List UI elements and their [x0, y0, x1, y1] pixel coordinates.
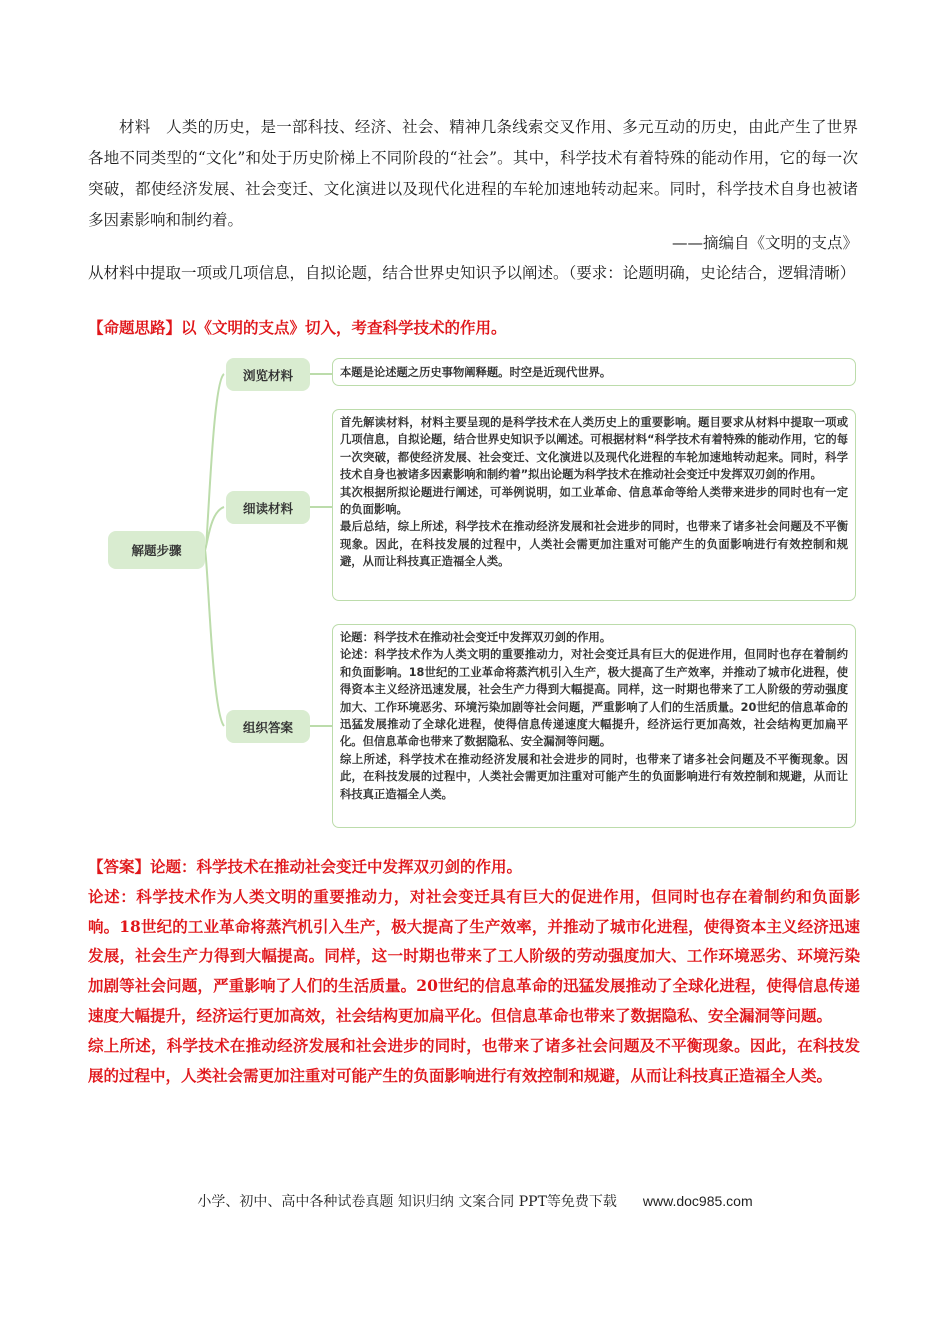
material-source: ——摘编自《文明的支点》	[671, 234, 858, 252]
footer-site-link[interactable]: www.doc985.com	[642, 1193, 753, 1209]
branch-organize-label: 组织答案	[226, 710, 310, 743]
material-block	[88, 112, 858, 236]
footer-text: 小学、初中、高中各种试卷真题 知识归纳 文案合同 PPT等免费下载	[197, 1194, 617, 1210]
mindmap-root: 解题步骤	[108, 531, 205, 569]
page-footer	[0, 1191, 950, 1211]
branch-organize-content: 论题：科学技术在推动社会变迁中发挥双刃剑的作用。 论述：科学技术作为人类文明的重要推动力，对社会变迁具有巨大的促进作用，但同时也存在着制约和负面影响。18世纪的工业革命将蒸汽机引入生产，极大提高了生产效率，并推动了城市化进程，使得资本主义经济迅速发展，社会生产力得到大幅提高。同样，这一时期也带来了工人阶级的劳动强度加大、工作环境恶劣、环境污染加剧等社会问题，严重影响了人们的生活质量。20世纪的信息革命的迅猛发展推动了全球化进程，使得信息传递速度大幅提升，经济运行更加高效，社会结构更加扁平化。但信息革命也带来了数据隐私、安全漏洞等问题。 综上所述，科学技术在推动经济发展和社会进步的同时，也带来了诸多社会问题及不平衡现象。因此，在科技发展的过程中，人类社会需更加注重对可能产生的负面影响进行有效控制和规避，从而让科技真正造福全人类。	[332, 624, 856, 828]
solution-mindmap	[100, 352, 865, 837]
branch-browse-content: 本题是论述题之历史事物阐释题。时空是近现代世界。	[332, 358, 856, 386]
proposition-idea: 【命题思路】以《文明的支点》切入，考查科学技术的作用。	[88, 318, 507, 337]
branch-read-content: 首先解读材料，材料主要呈现的是科学技术在人类历史上的重要影响。题目要求从材料中提取一项或几项信息，自拟论题，结合世界史知识予以阐述。可根据材料“科学技术有着特殊的能动作用，它的每一次突破，都使经济发展、社会变迁、文化演进以及现代化进程的车轮加速地转动起来。同时，科学技术自身也被诸多因素影响和制约着”拟出论题为科学技术在推动社会变迁中发挥双刃剑的作用。 其次根据所拟论题进行阐述，可举例说明，如工业革命、信息革命等给人类带来进步的同时也有一定的负面影响。 最后总结，综上所述，科学技术在推动经济发展和社会进步的同时，也带来了诸多社会问题及不平衡现象。因此，在科技发展的过程中，人类社会需更加注重对可能产生的负面影响进行有效控制和规避，从而让科技真正造福全人类。	[332, 409, 856, 601]
branch-browse-label: 浏览材料	[226, 358, 310, 391]
answer-topic: 【答案】论题：科学技术在推动社会变迁中发挥双刃剑的作用。	[88, 857, 523, 876]
answer-conclusion: 综上所述，科学技术在推动经济发展和社会进步的同时，也带来了诸多社会问题及不平衡现象。因此，在科技发展的过程中，人类社会需更加注重对可能产生的负面影响进行有效控制和规避，从而让科技真正造福全人类。	[88, 1035, 860, 1085]
answer-argument: 论述：科学技术作为人类文明的重要推动力，对社会变迁具有巨大的促进作用，但同时也存在着制约和负面影响。18世纪的工业革命将蒸汽机引入生产，极大提高了生产效率，并推动了城市化进程，使得资本主义经济迅速发展，社会生产力得到大幅提高。同样，这一时期也带来了工人阶级的劳动强度加大、工作环境恶劣、环境污染加剧等社会问题，严重影响了人们的生活质量。20世纪的信息革命的迅猛发展推动了全球化进程，使得信息传递速度大幅提升，经济运行更加高效，社会结构更加扁平化。但信息革命也带来了数据隐私、安全漏洞等问题。	[88, 886, 860, 1025]
material-paragraph: 材料 人类的历史，是一部科技、经济、社会、精神几条线索交叉作用、多元互动的历史，由此产生了世界各地不同类型的“文化”和处于历史阶梯上不同阶段的“社会”。其中，科学技术有着特殊的能动作用，它的每一次突破，都使经济发展、社会变迁、文化演进以及现代化进程的车轮加速地转动起来。同时，科学技术自身也被诸多因素影响和制约着。	[88, 118, 858, 229]
branch-read-label: 细读材料	[226, 491, 310, 524]
answer-block	[88, 852, 860, 1090]
question-text: 从材料中提取一项或几项信息，自拟论题，结合世界史知识予以阐述。（要求：论题明确，史论结合，逻辑清晰）	[88, 264, 856, 282]
